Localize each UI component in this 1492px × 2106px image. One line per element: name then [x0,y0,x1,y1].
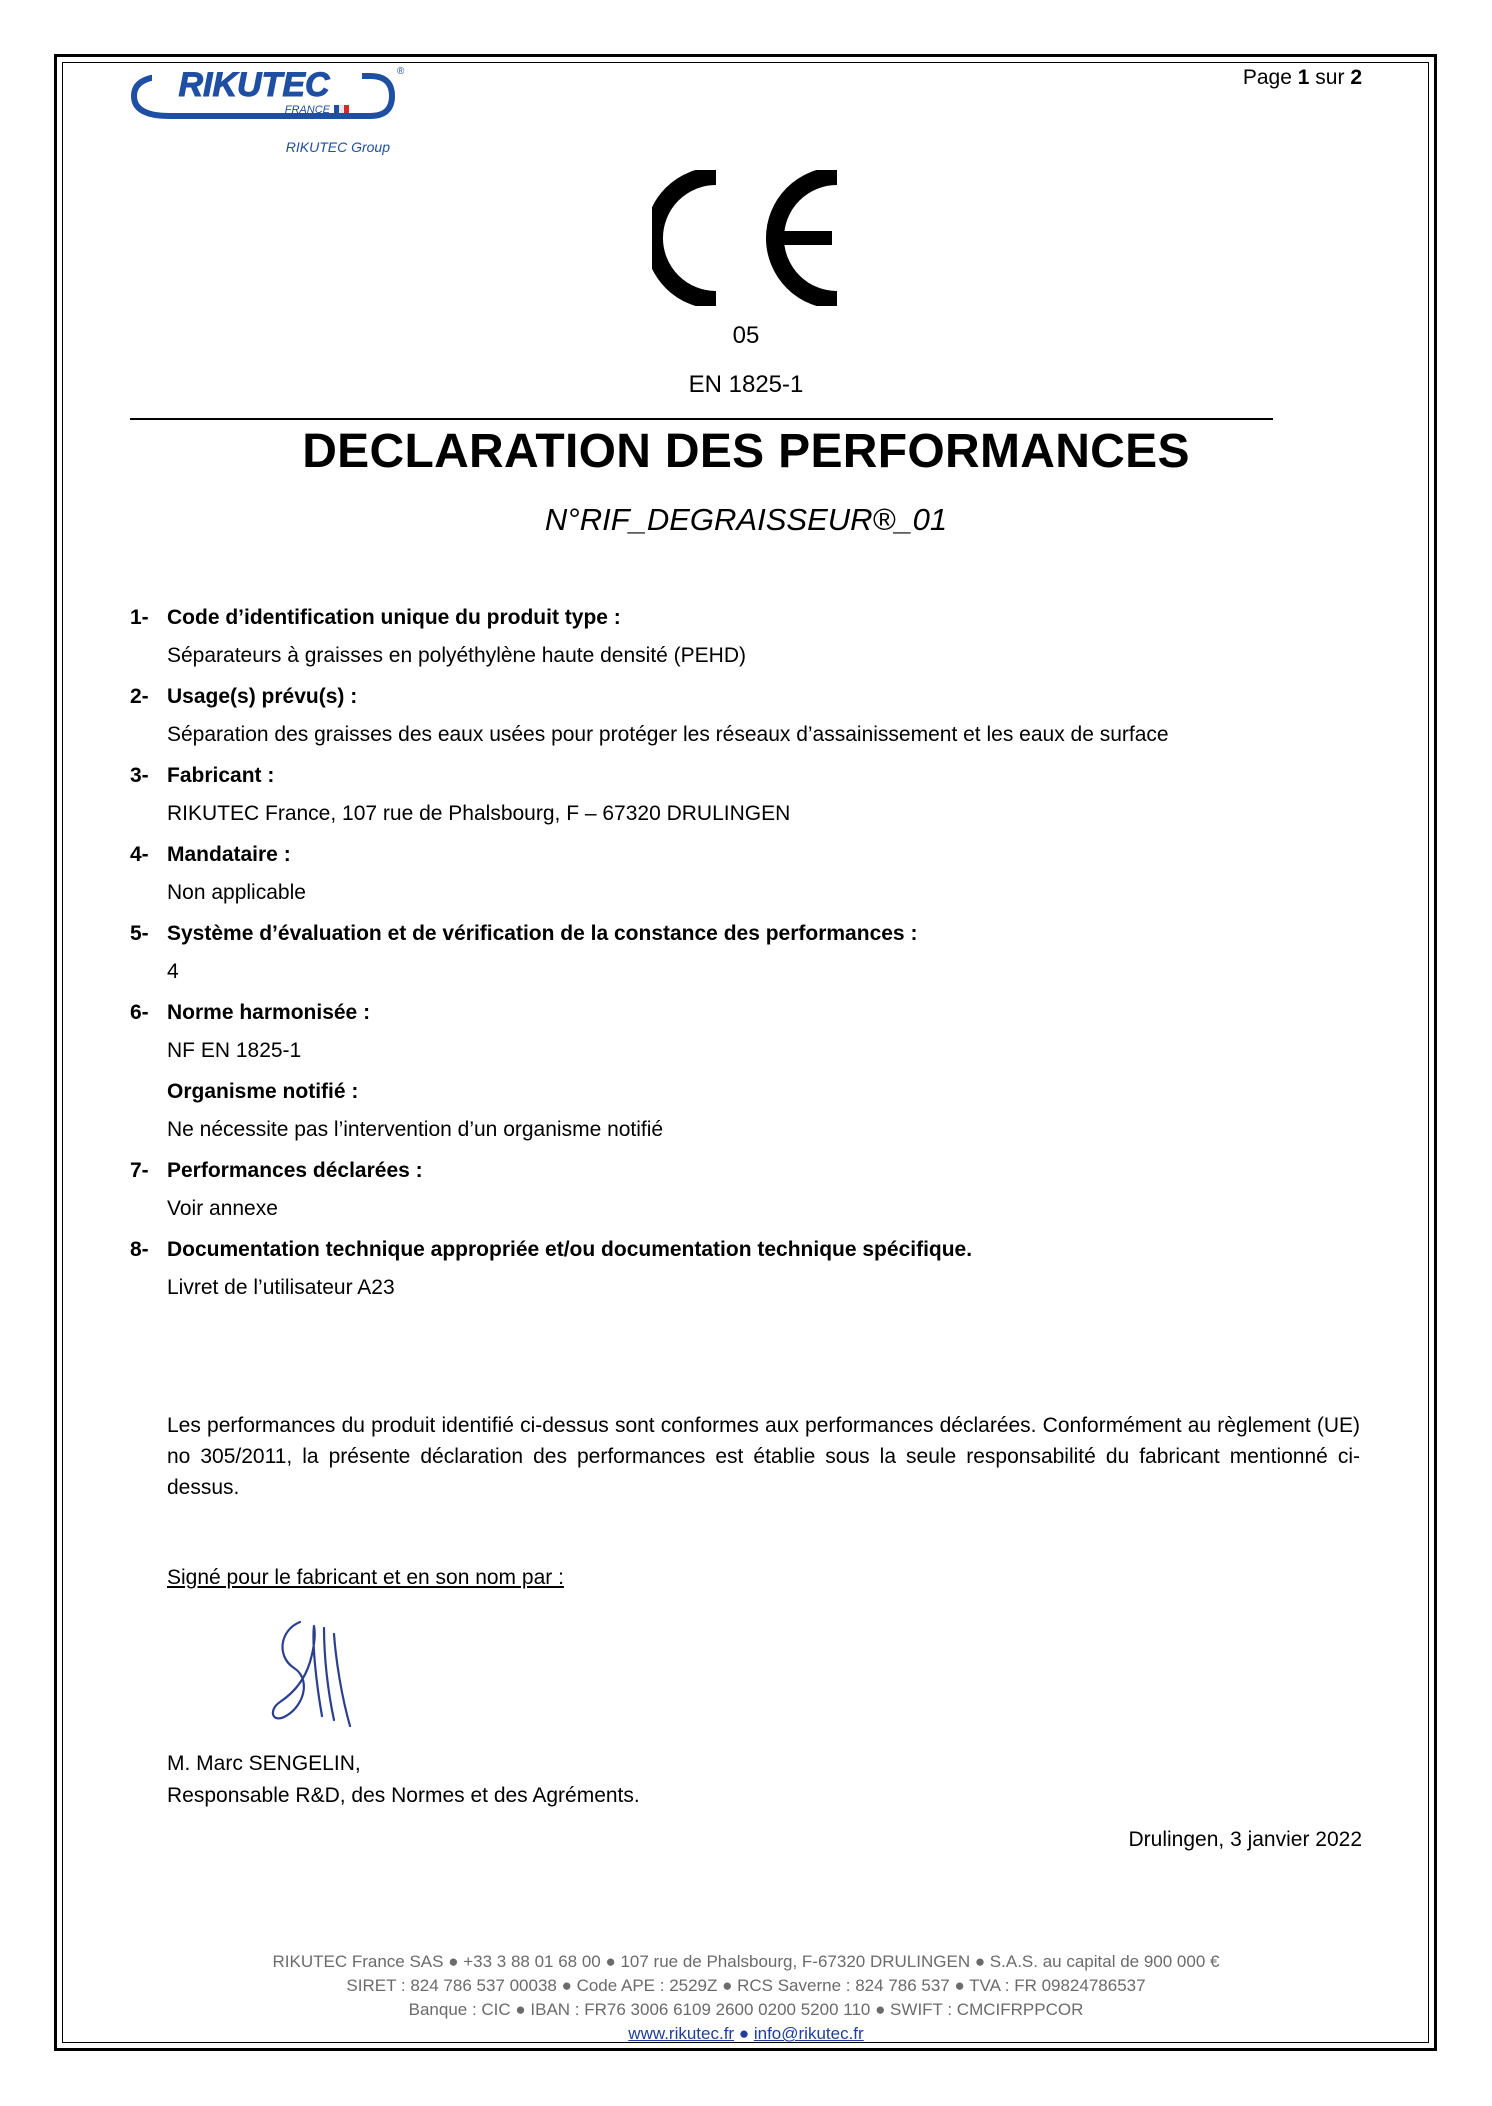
footer-line-3: Banque : CIC ● IBAN : FR76 3006 6109 2600 0200 5200 110 ● SWIFT : CMCIFRPPCOR [408,2000,1084,2019]
section-number: 3- [130,764,149,787]
section-body: 4 [167,960,179,983]
logo-text: RIKUTEC [178,66,330,104]
signer-block [167,1748,640,1812]
signature-date: Drulingen, 3 janvier 2022 [1128,1828,1362,1851]
section-number: 5- [130,922,149,945]
section-number: 1- [130,606,149,629]
ce-norm: EN 1825-1 [688,371,804,398]
section-4 [130,841,1360,907]
footer-links [0,2022,1492,2046]
title-rule [130,418,1273,420]
section-number: 7- [130,1159,149,1182]
declaration-reference: N°RIF_DEGRAISSEUR®_01 [544,502,948,537]
svg-text:®: ® [397,66,405,77]
section-2 [130,683,1360,749]
section-heading: Organisme notifié : [167,1080,359,1103]
section-heading: Mandataire : [167,843,291,866]
signer-role: Responsable R&D, des Normes et des Agréments. [167,1784,640,1807]
section-6b [130,1078,1360,1144]
section-heading: Performances déclarées : [167,1159,423,1182]
section-body: Non applicable [167,881,306,904]
section-body: RIKUTEC France, 107 rue de Phalsbourg, F – 67320 DRULINGEN [167,802,791,825]
footer-line-2: SIRET : 824 786 537 00038 ● Code APE : 2529Z ● RCS Saverne : 824 786 537 ● TVA : FR 09824786537 [346,1976,1146,1995]
section-body: Ne nécessite pas l’intervention d’un organisme notifié [167,1118,664,1141]
conformity-statement: Les performances du produit identifié ci-dessus sont conformes aux performances déclarées. Conformément au règlement (UE) no 305/2011, la présente déclaration des performances est établie sous la seule responsabilité du fabricant mentionné ci-dessus. [167,1414,1360,1499]
section-body: NF EN 1825-1 [167,1039,302,1062]
section-heading: Usage(s) prévu(s) : [167,685,358,708]
company-footer [0,1950,1492,2046]
footer-line-1: RIKUTEC France SAS ● +33 3 88 01 68 00 ● 107 rue de Phalsbourg, F-67320 DRULINGEN ● S.A.S. au capital de 900 000 € [272,1952,1220,1971]
rikutec-logo [130,62,405,160]
section-body: Voir annexe [167,1197,278,1220]
section-5 [130,920,1360,986]
section-body: Séparateurs à graisses en polyéthylène haute densité (PEHD) [167,644,746,667]
footer-separator: ● [738,2024,750,2043]
email-link[interactable]: info@rikutec.fr [753,2024,864,2043]
section-3 [130,762,1360,828]
signer-name: M. Marc SENGELIN, [167,1752,361,1775]
handwritten-signature [262,1612,362,1732]
website-link[interactable]: www.rikutec.fr [628,2024,735,2043]
section-number: 2- [130,685,149,708]
signed-for-label: Signé pour le fabricant et en son nom par : [167,1566,564,1589]
section-body: Séparation des graisses des eaux usées pour protéger les réseaux d’assainissement et les eaux de surface [167,723,1169,746]
ce-number: 05 [732,322,760,349]
section-number: 8- [130,1238,149,1261]
section-body: Livret de l’utilisateur A23 [167,1276,395,1299]
section-heading: Norme harmonisée : [167,1001,371,1024]
section-heading: Documentation technique appropriée et/ou documentation technique spécifique. [167,1238,973,1261]
section-8 [130,1236,1360,1302]
page-title: DECLARATION DES PERFORMANCES [302,425,1190,478]
section-number: 6- [130,1001,149,1024]
section-heading: Système d’évaluation et de vérification de la constance des performances : [167,922,918,945]
section-6 [130,999,1360,1065]
section-heading: Fabricant : [167,764,275,787]
section-number [130,1078,167,1106]
ce-mark-icon [652,170,840,306]
section-1 [130,604,1360,670]
section-number: 4- [130,843,149,866]
section-7 [130,1157,1360,1223]
declaration-sections [130,604,1360,1315]
page-number: Page 1 sur 2 [1242,66,1362,89]
logo-sub: FRANCE [284,104,330,116]
logo-group: RIKUTEC Group [285,139,390,155]
section-heading: Code d’identification unique du produit type : [167,606,621,629]
